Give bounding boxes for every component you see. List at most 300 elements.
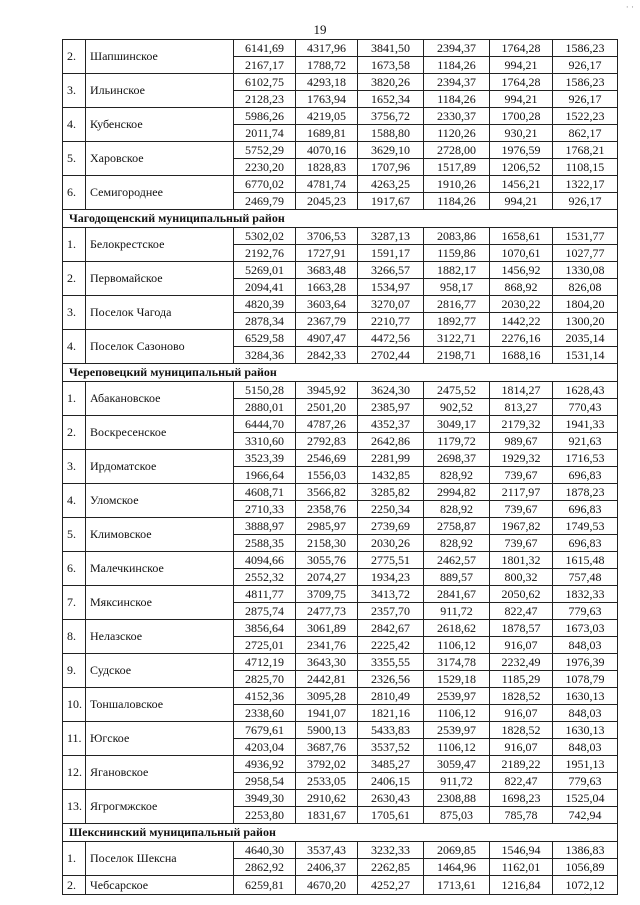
table-row	[63, 876, 618, 895]
value-cell: 1663,28	[296, 279, 358, 296]
value-cell: 2192,76	[234, 245, 296, 262]
value-cell: 4472,56	[358, 330, 424, 347]
settlement-name: Мяксинское	[86, 586, 234, 620]
value-cell: 1525,04	[553, 790, 618, 807]
settlement-name: Ирдоматское	[86, 450, 234, 484]
value-cell: 994,21	[490, 193, 553, 210]
value-cell: 696,83	[553, 501, 618, 518]
value-cell: 989,67	[490, 433, 553, 450]
row-number: 1.	[63, 842, 86, 876]
value-cell: 2958,54	[234, 773, 296, 790]
row-number: 7.	[63, 586, 86, 620]
row-number: 3.	[63, 450, 86, 484]
value-cell: 3945,92	[296, 382, 358, 399]
value-cell: 2083,86	[424, 228, 490, 245]
value-cell: 3687,76	[296, 739, 358, 756]
settlement-name: Поселок Чагода	[86, 296, 234, 330]
table-row	[63, 518, 618, 535]
value-cell: 3603,64	[296, 296, 358, 313]
value-cell: 3122,71	[424, 330, 490, 347]
value-cell: 6444,70	[234, 416, 296, 433]
value-cell: 3624,30	[358, 382, 424, 399]
value-cell: 1300,20	[553, 313, 618, 330]
value-cell: 1941,33	[553, 416, 618, 433]
value-cell: 3537,43	[296, 842, 358, 859]
value-cell: 3266,57	[358, 262, 424, 279]
row-number: 1.	[63, 228, 86, 262]
row-number: 2.	[63, 416, 86, 450]
table-row	[63, 688, 618, 705]
value-cell: 696,83	[553, 467, 618, 484]
value-cell: 1658,61	[490, 228, 553, 245]
value-cell: 4203,04	[234, 739, 296, 756]
value-cell: 1586,23	[553, 74, 618, 91]
value-cell: 785,78	[490, 807, 553, 824]
row-number: 12.	[63, 756, 86, 790]
value-cell: 1529,18	[424, 671, 490, 688]
value-cell: 2702,44	[358, 347, 424, 364]
value-cell: 1967,82	[490, 518, 553, 535]
settlement-name: Климовское	[86, 518, 234, 552]
value-cell: 1673,58	[358, 57, 424, 74]
table-row	[63, 416, 618, 433]
value-cell: 2994,82	[424, 484, 490, 501]
value-cell: 2330,37	[424, 108, 490, 125]
value-cell: 822,47	[490, 603, 553, 620]
value-cell: 2910,62	[296, 790, 358, 807]
corner-mark: · ·	[583, 889, 592, 899]
settlement-name: Ягрогмжское	[86, 790, 234, 824]
value-cell: 770,43	[553, 399, 618, 416]
value-cell: 2642,86	[358, 433, 424, 450]
value-cell: 4070,16	[296, 142, 358, 159]
value-cell: 2698,37	[424, 450, 490, 467]
value-cell: 2552,32	[234, 569, 296, 586]
tariff-table	[62, 39, 618, 895]
settlement-name: Воскресенское	[86, 416, 234, 450]
value-cell: 2094,41	[234, 279, 296, 296]
value-cell: 2357,70	[358, 603, 424, 620]
value-cell: 916,07	[490, 637, 553, 654]
row-number: 1.	[63, 382, 86, 416]
value-cell: 3792,02	[296, 756, 358, 773]
value-cell: 1878,57	[490, 620, 553, 637]
value-cell: 3683,48	[296, 262, 358, 279]
value-cell: 1588,80	[358, 125, 424, 142]
value-cell: 1832,33	[553, 586, 618, 603]
value-cell: 2842,33	[296, 347, 358, 364]
value-cell: 1828,52	[490, 688, 553, 705]
value-cell: 757,48	[553, 569, 618, 586]
value-cell: 2880,01	[234, 399, 296, 416]
value-cell: 2501,20	[296, 399, 358, 416]
value-cell: 3706,53	[296, 228, 358, 245]
value-cell: 1517,89	[424, 159, 490, 176]
value-cell: 4094,66	[234, 552, 296, 569]
value-cell: 3310,60	[234, 433, 296, 450]
row-number: 4.	[63, 330, 86, 364]
value-cell: 1162,01	[490, 859, 553, 876]
value-cell: 1628,43	[553, 382, 618, 399]
value-cell: 2546,69	[296, 450, 358, 467]
value-cell: 2326,56	[358, 671, 424, 688]
value-cell: 3888,97	[234, 518, 296, 535]
row-number: 5.	[63, 142, 86, 176]
settlement-name: Судское	[86, 654, 234, 688]
value-cell: 2985,97	[296, 518, 358, 535]
value-cell: 3820,26	[358, 74, 424, 91]
value-cell: 2358,76	[296, 501, 358, 518]
value-cell: 2533,05	[296, 773, 358, 790]
value-cell: 1976,39	[553, 654, 618, 671]
table-row	[63, 450, 618, 467]
value-cell: 2739,69	[358, 518, 424, 535]
table-row	[63, 262, 618, 279]
value-cell: 2539,97	[424, 722, 490, 739]
value-cell: 2367,79	[296, 313, 358, 330]
value-cell: 2618,62	[424, 620, 490, 637]
value-cell: 739,67	[490, 501, 553, 518]
value-cell: 4907,47	[296, 330, 358, 347]
value-cell: 926,17	[553, 57, 618, 74]
value-cell: 3566,82	[296, 484, 358, 501]
value-cell: 2117,97	[490, 484, 553, 501]
value-cell: 3285,82	[358, 484, 424, 501]
value-cell: 1591,17	[358, 245, 424, 262]
value-cell: 1707,96	[358, 159, 424, 176]
value-cell: 1764,28	[490, 40, 553, 57]
value-cell: 3856,64	[234, 620, 296, 637]
value-cell: 4820,39	[234, 296, 296, 313]
value-cell: 3232,33	[358, 842, 424, 859]
value-cell: 4608,71	[234, 484, 296, 501]
value-cell: 1705,61	[358, 807, 424, 824]
table-row	[63, 586, 618, 603]
value-cell: 5302,02	[234, 228, 296, 245]
value-cell: 1788,72	[296, 57, 358, 74]
value-cell: 2469,79	[234, 193, 296, 210]
value-cell: 1768,21	[553, 142, 618, 159]
value-cell: 1330,08	[553, 262, 618, 279]
value-cell: 848,03	[553, 637, 618, 654]
row-number: 6.	[63, 176, 86, 210]
value-cell: 2792,83	[296, 433, 358, 450]
value-cell: 2050,62	[490, 586, 553, 603]
value-cell: 1630,13	[553, 722, 618, 739]
value-cell: 5986,26	[234, 108, 296, 125]
value-cell: 1546,94	[490, 842, 553, 859]
value-cell: 3270,07	[358, 296, 424, 313]
value-cell: 1831,67	[296, 807, 358, 824]
value-cell: 1929,32	[490, 450, 553, 467]
value-cell: 1442,22	[490, 313, 553, 330]
value-cell: 3049,17	[424, 416, 490, 433]
row-number: 2.	[63, 40, 86, 74]
table-row	[63, 620, 618, 637]
value-cell: 1586,23	[553, 40, 618, 57]
value-cell: 4712,19	[234, 654, 296, 671]
value-cell: 930,21	[490, 125, 553, 142]
table-row	[63, 296, 618, 313]
value-cell: 1072,12	[553, 876, 618, 895]
settlement-name: Малечкинское	[86, 552, 234, 586]
value-cell: 2442,81	[296, 671, 358, 688]
row-number: 9.	[63, 654, 86, 688]
table-row	[63, 552, 618, 569]
value-cell: 3059,47	[424, 756, 490, 773]
value-cell: 2728,00	[424, 142, 490, 159]
value-cell: 868,92	[490, 279, 553, 296]
value-cell: 3284,36	[234, 347, 296, 364]
value-cell: 1027,77	[553, 245, 618, 262]
corner-mark: · ·	[625, 2, 634, 12]
value-cell: 2878,34	[234, 313, 296, 330]
value-cell: 1056,89	[553, 859, 618, 876]
value-cell: 2179,32	[490, 416, 553, 433]
value-cell: 4219,05	[296, 108, 358, 125]
value-cell: 1716,53	[553, 450, 618, 467]
value-cell: 1184,26	[424, 91, 490, 108]
section-row	[63, 364, 618, 382]
value-cell: 2189,22	[490, 756, 553, 773]
value-cell: 2030,26	[358, 535, 424, 552]
table-row	[63, 228, 618, 245]
value-cell: 2725,01	[234, 637, 296, 654]
value-cell: 6770,02	[234, 176, 296, 193]
value-cell: 1206,52	[490, 159, 553, 176]
value-cell: 1522,23	[553, 108, 618, 125]
value-cell: 1727,91	[296, 245, 358, 262]
value-cell: 2250,34	[358, 501, 424, 518]
settlement-name: Нелазское	[86, 620, 234, 654]
value-cell: 848,03	[553, 705, 618, 722]
row-number: 8.	[63, 620, 86, 654]
settlement-name: Семигороднее	[86, 176, 234, 210]
value-cell: 1106,12	[424, 705, 490, 722]
value-cell: 5150,28	[234, 382, 296, 399]
value-cell: 2758,87	[424, 518, 490, 535]
value-cell: 902,52	[424, 399, 490, 416]
value-cell: 1534,97	[358, 279, 424, 296]
value-cell: 779,63	[553, 603, 618, 620]
value-cell: 1120,26	[424, 125, 490, 142]
table-row	[63, 842, 618, 859]
value-cell: 2710,33	[234, 501, 296, 518]
value-cell: 2232,49	[490, 654, 553, 671]
value-cell: 1882,17	[424, 262, 490, 279]
value-cell: 921,63	[553, 433, 618, 450]
table-body	[63, 40, 618, 895]
value-cell: 2281,99	[358, 450, 424, 467]
section-row	[63, 824, 618, 842]
value-cell: 1106,12	[424, 739, 490, 756]
value-cell: 1966,64	[234, 467, 296, 484]
value-cell: 911,72	[424, 773, 490, 790]
section-title: Череповецкий муниципальный район	[63, 364, 618, 382]
settlement-name: Чебсарское	[86, 876, 234, 895]
value-cell: 4787,26	[296, 416, 358, 433]
value-cell: 3629,10	[358, 142, 424, 159]
value-cell: 4152,36	[234, 688, 296, 705]
value-cell: 1688,16	[490, 347, 553, 364]
table-row	[63, 790, 618, 807]
table-row	[63, 722, 618, 739]
value-cell: 926,17	[553, 91, 618, 108]
value-cell: 1456,21	[490, 176, 553, 193]
settlement-name: Шапшинское	[86, 40, 234, 74]
value-cell: 1322,17	[553, 176, 618, 193]
table-row	[63, 108, 618, 125]
value-cell: 742,94	[553, 807, 618, 824]
value-cell: 1698,23	[490, 790, 553, 807]
table-row	[63, 756, 618, 773]
value-cell: 5269,01	[234, 262, 296, 279]
value-cell: 4263,25	[358, 176, 424, 193]
section-row	[63, 210, 618, 228]
value-cell: 2253,80	[234, 807, 296, 824]
value-cell: 2462,57	[424, 552, 490, 569]
value-cell: 1630,13	[553, 688, 618, 705]
value-cell: 2630,43	[358, 790, 424, 807]
value-cell: 4317,96	[296, 40, 358, 57]
value-cell: 1951,13	[553, 756, 618, 773]
value-cell: 1821,16	[358, 705, 424, 722]
value-cell: 3055,76	[296, 552, 358, 569]
value-cell: 2842,67	[358, 620, 424, 637]
value-cell: 2810,49	[358, 688, 424, 705]
settlement-name: Ильинское	[86, 74, 234, 108]
value-cell: 1078,79	[553, 671, 618, 688]
value-cell: 2385,97	[358, 399, 424, 416]
settlement-name: Югское	[86, 722, 234, 756]
settlement-name: Абакановское	[86, 382, 234, 416]
row-number: 11.	[63, 722, 86, 756]
value-cell: 848,03	[553, 739, 618, 756]
value-cell: 2128,23	[234, 91, 296, 108]
row-number: 2.	[63, 262, 86, 296]
settlement-name: Белокрестское	[86, 228, 234, 262]
value-cell: 2875,74	[234, 603, 296, 620]
value-cell: 1713,61	[424, 876, 490, 895]
value-cell: 2341,76	[296, 637, 358, 654]
settlement-name: Поселок Шексна	[86, 842, 234, 876]
value-cell: 1763,94	[296, 91, 358, 108]
value-cell: 4811,77	[234, 586, 296, 603]
row-number: 13.	[63, 790, 86, 824]
value-cell: 7679,61	[234, 722, 296, 739]
value-cell: 2230,20	[234, 159, 296, 176]
value-cell: 1456,92	[490, 262, 553, 279]
value-cell: 5433,83	[358, 722, 424, 739]
value-cell: 828,92	[424, 535, 490, 552]
value-cell: 3841,50	[358, 40, 424, 57]
row-number: 5.	[63, 518, 86, 552]
value-cell: 1941,07	[296, 705, 358, 722]
value-cell: 5752,29	[234, 142, 296, 159]
value-cell: 5900,13	[296, 722, 358, 739]
value-cell: 2011,74	[234, 125, 296, 142]
value-cell: 813,27	[490, 399, 553, 416]
value-cell: 2588,35	[234, 535, 296, 552]
page-number: 19	[313, 22, 327, 37]
value-cell: 3061,89	[296, 620, 358, 637]
settlement-name: Ягановское	[86, 756, 234, 790]
settlement-name: Первомайское	[86, 262, 234, 296]
table-row	[63, 382, 618, 399]
row-number: 4.	[63, 484, 86, 518]
value-cell: 1531,14	[553, 347, 618, 364]
row-number: 4.	[63, 108, 86, 142]
section-title: Шекснинский муниципальный район	[63, 824, 618, 842]
value-cell: 2069,85	[424, 842, 490, 859]
value-cell: 1910,26	[424, 176, 490, 193]
value-cell: 1159,86	[424, 245, 490, 262]
settlement-name: Тоншаловское	[86, 688, 234, 722]
table-row	[63, 176, 618, 193]
value-cell: 2030,22	[490, 296, 553, 313]
value-cell: 2276,16	[490, 330, 553, 347]
value-cell: 1184,26	[424, 57, 490, 74]
settlement-name: Кубенское	[86, 108, 234, 142]
value-cell: 1070,61	[490, 245, 553, 262]
value-cell: 958,17	[424, 279, 490, 296]
value-cell: 2262,85	[358, 859, 424, 876]
row-number: 6.	[63, 552, 86, 586]
value-cell: 2035,14	[553, 330, 618, 347]
value-cell: 1828,83	[296, 159, 358, 176]
value-cell: 926,17	[553, 193, 618, 210]
value-cell: 4252,27	[358, 876, 424, 895]
value-cell: 1934,23	[358, 569, 424, 586]
value-cell: 4670,20	[296, 876, 358, 895]
value-cell: 2406,15	[358, 773, 424, 790]
value-cell: 911,72	[424, 603, 490, 620]
value-cell: 3355,55	[358, 654, 424, 671]
value-cell: 6259,81	[234, 876, 296, 895]
value-cell: 2475,52	[424, 382, 490, 399]
value-cell: 826,08	[553, 279, 618, 296]
value-cell: 1976,59	[490, 142, 553, 159]
value-cell: 1878,23	[553, 484, 618, 501]
value-cell: 3413,72	[358, 586, 424, 603]
value-cell: 3095,28	[296, 688, 358, 705]
value-cell: 2198,71	[424, 347, 490, 364]
value-cell: 916,07	[490, 739, 553, 756]
table-row	[63, 142, 618, 159]
value-cell: 2210,77	[358, 313, 424, 330]
value-cell: 1749,53	[553, 518, 618, 535]
value-cell: 2074,27	[296, 569, 358, 586]
value-cell: 1179,72	[424, 433, 490, 450]
value-cell: 822,47	[490, 773, 553, 790]
value-cell: 2862,92	[234, 859, 296, 876]
value-cell: 994,21	[490, 57, 553, 74]
value-cell: 4352,37	[358, 416, 424, 433]
value-cell: 739,67	[490, 535, 553, 552]
value-cell: 6141,69	[234, 40, 296, 57]
value-cell: 1652,34	[358, 91, 424, 108]
row-number: 10.	[63, 688, 86, 722]
value-cell: 1764,28	[490, 74, 553, 91]
value-cell: 3523,39	[234, 450, 296, 467]
value-cell: 875,03	[424, 807, 490, 824]
table-row	[63, 654, 618, 671]
value-cell: 1615,48	[553, 552, 618, 569]
value-cell: 6102,75	[234, 74, 296, 91]
value-cell: 2841,67	[424, 586, 490, 603]
value-cell: 696,83	[553, 535, 618, 552]
value-cell: 994,21	[490, 91, 553, 108]
